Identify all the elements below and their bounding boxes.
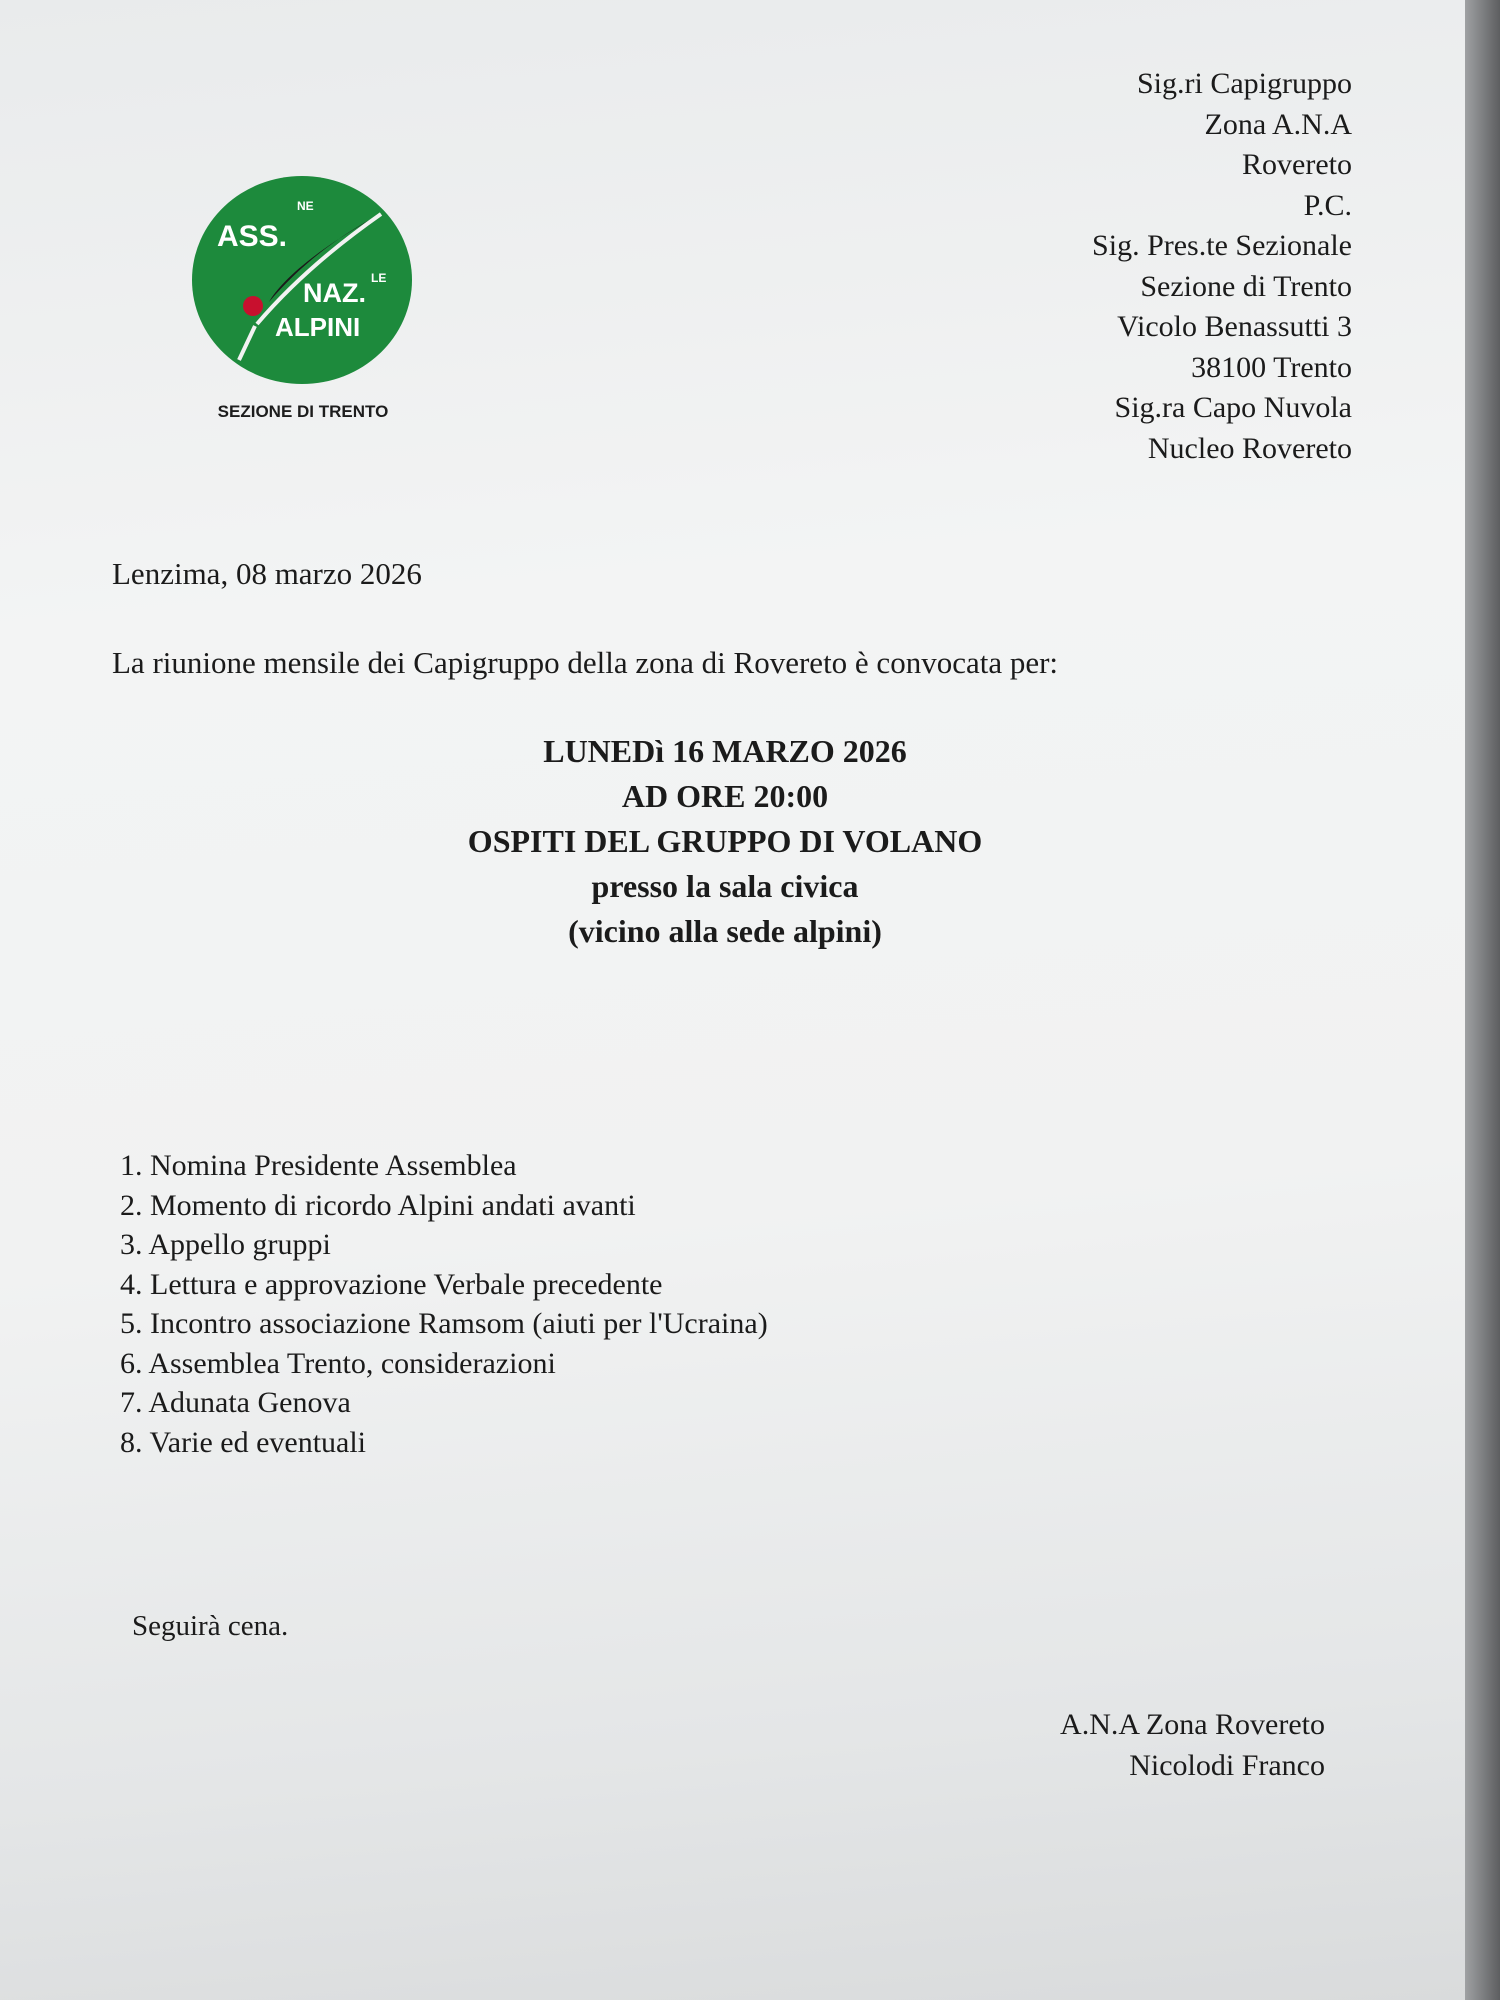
signature-block [1060, 1704, 1325, 1786]
agenda-item: 4. Lettura e approvazione Verbale precedente [120, 1267, 663, 1301]
recipient-line: 38100 Trento [1191, 350, 1352, 384]
logo-text-naz: NAZ. [303, 278, 366, 308]
meeting-host: OSPITI DEL GRUPPO DI VOLANO [467, 823, 983, 859]
signature-org: A.N.A Zona Rovereto [1060, 1708, 1325, 1741]
recipient-line: Sig.ri Capigruppo [1137, 67, 1352, 100]
logo-text-ne: NE [297, 199, 314, 213]
agenda-item: 1. Nomina Presidente Assemblea [120, 1149, 517, 1182]
agenda-item: 6. Assemblea Trento, considerazioni [120, 1346, 556, 1380]
meeting-day: LUNEDì 16 MARZO 2026 [543, 733, 907, 769]
closing-note: Seguirà cena. [132, 1610, 289, 1642]
agenda-item: 8. Varie ed eventuali [120, 1425, 367, 1459]
recipient-line: Sezione di Trento [1140, 269, 1352, 303]
meeting-time: AD ORE 20:00 [621, 778, 829, 814]
meeting-venue-note: (vicino alla sede alpini) [568, 913, 882, 949]
recipient-line: Rovereto [1242, 148, 1352, 181]
signature-name: Nicolodi Franco [1129, 1749, 1325, 1782]
logo-text-ass: ASS. [217, 220, 288, 253]
agenda-list [120, 1146, 768, 1462]
logo-text-le: LE [371, 271, 387, 285]
place-date: Lenzima, 08 marzo 2026 [112, 556, 422, 591]
agenda-item: 2. Momento di ricordo Alpini andati avanti [120, 1188, 636, 1222]
recipient-line: Sig.ra Capo Nuvola [1114, 391, 1352, 424]
meeting-venue: presso la sala civica [591, 868, 859, 904]
recipient-line: Sig. Pres.te Sezionale [1092, 229, 1352, 262]
logo-caption: SEZIONE DI TRENTO [217, 402, 389, 421]
agenda-item: 3. Appello gruppi [120, 1228, 331, 1261]
intro-paragraph: La riunione mensile dei Capigruppo della zona di Rovereto è convocata per: [112, 645, 1059, 680]
screen-edge [1465, 0, 1500, 2000]
logo-text-alpini: ALPINI [275, 312, 361, 342]
recipients-block [1092, 64, 1352, 469]
agenda-item: 5. Incontro associazione Ramsom (aiuti per l'Ucraina) [120, 1307, 768, 1340]
ana-logo-emblem [191, 174, 413, 386]
agenda-item: 7. Adunata Genova [120, 1386, 351, 1419]
pompom-icon [243, 296, 263, 316]
recipient-line: P.C. [1303, 188, 1352, 222]
recipient-line: Zona A.N.A [1204, 107, 1352, 141]
meeting-details [320, 729, 1130, 954]
recipient-line: Vicolo Benassutti 3 [1117, 310, 1352, 343]
recipient-line: Nucleo Rovereto [1147, 431, 1352, 465]
ana-logo [188, 174, 418, 421]
